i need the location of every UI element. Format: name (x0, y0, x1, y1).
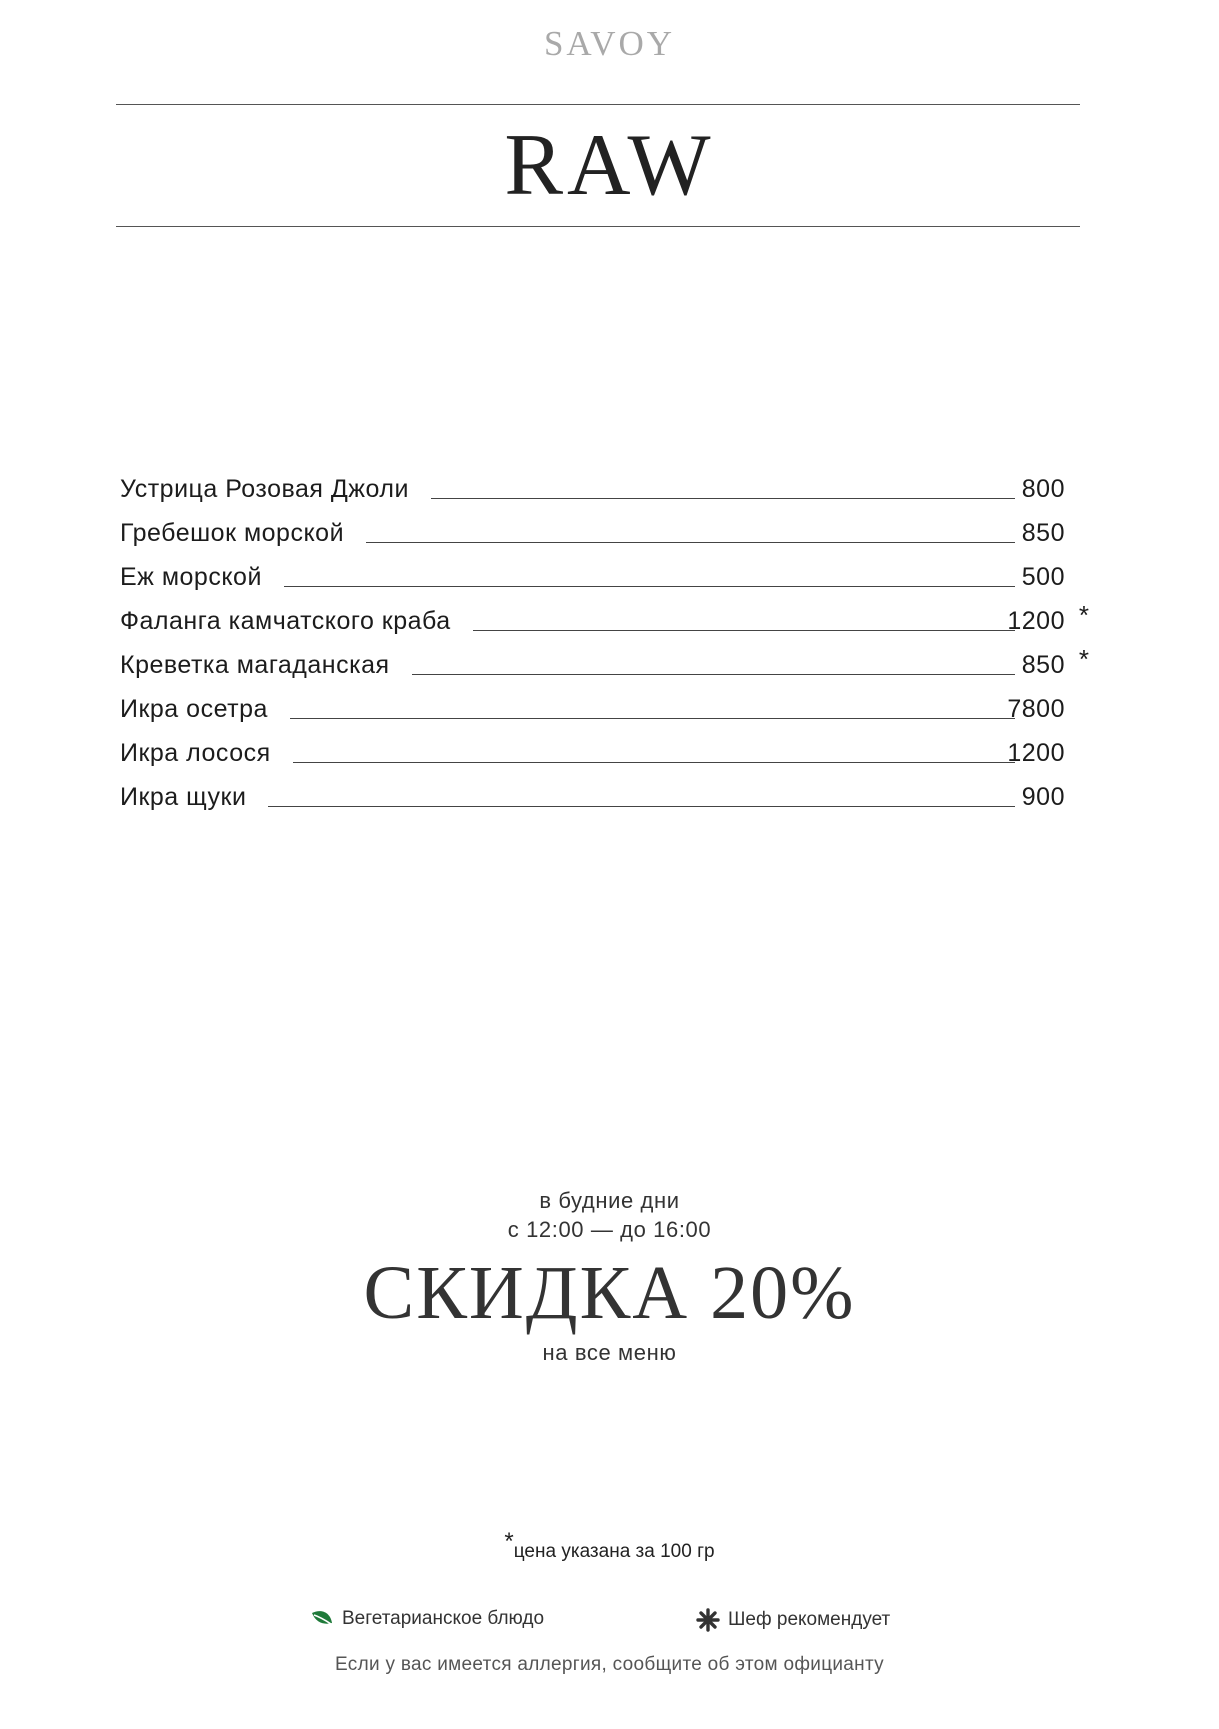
menu-item-price: 7800 (1007, 695, 1065, 723)
menu-item-price: 500 (1021, 563, 1065, 591)
menu-item-mark: * (1078, 600, 1089, 630)
legend-chef-label: Шеф рекомендует (728, 1609, 891, 1630)
menu-item-name: Икра лосося (120, 739, 271, 767)
header-divider-bottom (116, 226, 1080, 227)
menu-item-leader (431, 498, 1015, 499)
menu-item-leader (268, 806, 1015, 807)
menu-item-leader (290, 718, 1015, 719)
legend-vegetarian-label: Вегетарианское блюдо (342, 1608, 545, 1629)
menu-item-name: Икра щуки (120, 783, 247, 811)
menu-item-leader (284, 586, 1015, 587)
menu-item-name: Устрица Розовая Джоли (120, 475, 409, 503)
menu-item (120, 690, 1105, 734)
menu-item (120, 602, 1105, 646)
legend-vegetarian (310, 1608, 544, 1630)
chef-star-icon (696, 1608, 720, 1632)
menu-item-leader (412, 674, 1015, 675)
menu-item-leader (473, 630, 1015, 631)
menu-item-name: Креветка магаданская (120, 651, 390, 679)
menu-item-mark: * (1078, 644, 1089, 674)
footnote-star: * (504, 1528, 514, 1555)
menu-item (120, 514, 1105, 558)
brand-logo: SAVOY (543, 24, 676, 63)
menu-item-price: 900 (1021, 783, 1065, 811)
header-divider-top (116, 104, 1080, 105)
menu-item-leader (366, 542, 1015, 543)
menu-item-price: 850 (1021, 519, 1065, 547)
footnote-text: цена указана за 100 гр (513, 1541, 715, 1562)
allergy-note: Если у вас имеется аллергия, сообщите об этом официанту (335, 1654, 884, 1675)
menu-item (120, 778, 1105, 822)
promo-hours: с 12:00 — до 16:00 (507, 1217, 712, 1242)
menu-item-price: 1200 (1007, 739, 1065, 767)
menu-item (120, 734, 1105, 778)
legend-chef (696, 1608, 890, 1632)
menu-item-price: 800 (1021, 475, 1065, 503)
menu-item-name: Еж морской (120, 563, 262, 591)
menu-item-leader (293, 762, 1015, 763)
menu-item-price: 850 (1021, 651, 1065, 679)
menu-item-name: Фаланга камчатского краба (120, 607, 451, 635)
promo-days: в будние дни (539, 1188, 680, 1213)
promo-title: СКИДКА 20% (363, 1251, 856, 1335)
menu-item-name: Гребешок морской (120, 519, 345, 547)
menu-item (120, 558, 1105, 602)
menu-item (120, 470, 1105, 514)
menu-item (120, 646, 1105, 690)
leaf-icon (310, 1609, 334, 1629)
menu-item-name: Икра осетра (120, 695, 268, 723)
price-footnote (0, 1528, 1219, 1564)
promo-subtitle: на все меню (542, 1340, 677, 1365)
menu-item-price: 1200 (1007, 607, 1065, 635)
section-title: RAW (504, 117, 715, 214)
menu-list (120, 470, 1105, 822)
